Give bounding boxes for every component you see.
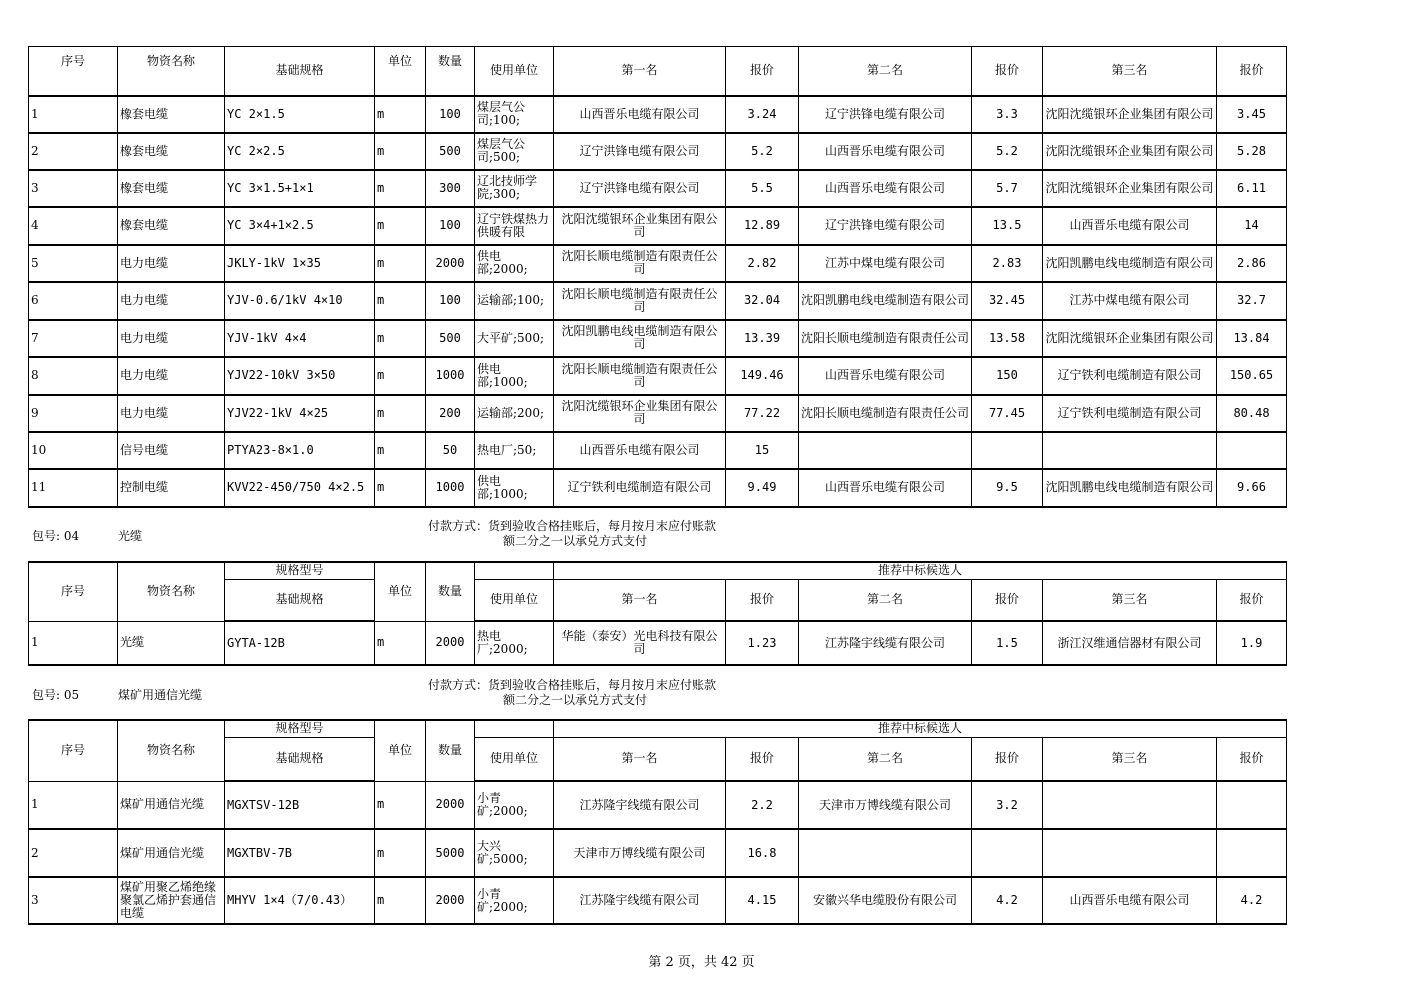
bid-table-05 — [28, 719, 1287, 925]
table-row — [29, 357, 1287, 395]
spec-cell: MGXTSV-12B — [225, 781, 375, 829]
name-cell: 煤矿用聚乙烯绝缘聚氯乙烯护套通信电缆 — [118, 877, 225, 924]
table-row — [29, 245, 1287, 282]
header-user: 使用单位 — [475, 579, 554, 621]
name-cell: 电力电缆 — [118, 320, 225, 357]
user-cell: 供电部;2000; — [475, 245, 554, 282]
header-first: 第一名 — [554, 47, 726, 96]
third-place-cell: 辽宁铁利电缆制造有限公司 — [1043, 395, 1217, 432]
header-user: 使用单位 — [475, 47, 554, 96]
header-seq: 序号 — [29, 720, 118, 781]
price2-cell: 32.45 — [972, 282, 1043, 320]
unit-cell: m — [375, 469, 426, 507]
table-row — [29, 829, 1287, 877]
spec-cell: YJV-1kV 4×4 — [225, 320, 375, 357]
price2-cell: 5.2 — [972, 133, 1043, 170]
table-row — [29, 207, 1287, 245]
second-place-cell: 天津市万博线缆有限公司 — [799, 781, 972, 829]
seq-cell: 1 — [29, 781, 118, 829]
qty-cell: 2000 — [426, 877, 475, 924]
qty-cell: 1000 — [426, 469, 475, 507]
qty-cell: 500 — [426, 320, 475, 357]
header-blank — [475, 562, 554, 579]
header-name: 物资名称 — [118, 562, 225, 621]
spec-cell: YC 3×4+1×2.5 — [225, 207, 375, 245]
package-label-05: 包号: 05 — [32, 688, 80, 702]
qty-cell: 2000 — [426, 781, 475, 829]
unit-cell: m — [375, 877, 426, 924]
unit-cell: m — [375, 432, 426, 469]
price2-cell: 13.5 — [972, 207, 1043, 245]
second-place-cell: 辽宁洪锋电缆有限公司 — [799, 96, 972, 133]
price3-cell: 3.45 — [1217, 96, 1287, 133]
header-third: 第三名 — [1043, 47, 1217, 96]
unit-cell: m — [375, 282, 426, 320]
table-row — [29, 282, 1287, 320]
unit-cell: m — [375, 829, 426, 877]
price1-cell: 149.46 — [726, 357, 799, 395]
header-price1: 报价 — [726, 47, 799, 96]
seq-cell: 4 — [29, 207, 118, 245]
header-price3: 报价 — [1217, 579, 1287, 621]
price3-cell: 32.7 — [1217, 282, 1287, 320]
third-place-cell — [1043, 781, 1217, 829]
user-cell: 大平矿;500; — [475, 320, 554, 357]
header-price3: 报价 — [1217, 47, 1287, 96]
price2-cell: 13.58 — [972, 320, 1043, 357]
name-cell: 橡套电缆 — [118, 133, 225, 170]
table-body — [29, 781, 1287, 924]
third-place-cell: 山西晋乐电缆有限公司 — [1043, 877, 1217, 924]
user-cell: 辽北技师学院;300; — [475, 170, 554, 207]
second-place-cell: 江苏中煤电缆有限公司 — [799, 245, 972, 282]
header-spec: 基础规格 — [225, 47, 375, 96]
first-place-cell: 江苏隆宇线缆有限公司 — [554, 877, 726, 924]
price1-cell: 1.23 — [726, 621, 799, 665]
first-place-cell: 天津市万博线缆有限公司 — [554, 829, 726, 877]
seq-cell: 2 — [29, 829, 118, 877]
price1-cell: 77.22 — [726, 395, 799, 432]
payment-line1: 付款方式：货到验收合格挂账后，每月按月末应付账款 — [428, 678, 717, 692]
header-user: 使用单位 — [475, 737, 554, 781]
price3-cell — [1217, 781, 1287, 829]
name-cell: 电力电缆 — [118, 357, 225, 395]
payment-line2: 额二分之一以承兑方式支付 — [503, 534, 648, 548]
header-price2: 报价 — [972, 737, 1043, 781]
header-unit: 单位 — [375, 720, 426, 781]
third-place-cell: 沈阳凯鹏电线电缆制造有限公司 — [1043, 245, 1217, 282]
spec-cell: YC 2×2.5 — [225, 133, 375, 170]
price2-cell: 5.7 — [972, 170, 1043, 207]
table-row — [29, 781, 1287, 829]
seq-cell: 10 — [29, 432, 118, 469]
first-place-cell: 辽宁洪锋电缆有限公司 — [554, 170, 726, 207]
price3-cell: 2.86 — [1217, 245, 1287, 282]
third-place-cell — [1043, 432, 1217, 469]
second-place-cell: 沈阳长顺电缆制造有限责任公司 — [799, 320, 972, 357]
unit-cell: m — [375, 96, 426, 133]
payment-terms-04 — [428, 519, 716, 549]
third-place-cell: 沈阳沈缆银环企业集团有限公司 — [1043, 320, 1217, 357]
price2-cell: 150 — [972, 357, 1043, 395]
payment-terms-05 — [428, 678, 716, 708]
header-price2: 报价 — [972, 47, 1043, 96]
table-row — [29, 133, 1287, 170]
unit-cell: m — [375, 621, 426, 665]
name-cell: 信号电缆 — [118, 432, 225, 469]
table-row — [29, 877, 1287, 924]
package-name-05: 煤矿用通信光缆 — [118, 688, 203, 702]
spec-cell: MHYV 1×4（7/0.43） — [225, 877, 375, 924]
seq-cell: 2 — [29, 133, 118, 170]
third-place-cell: 沈阳沈缆银环企业集团有限公司 — [1043, 170, 1217, 207]
second-place-cell: 辽宁洪锋电缆有限公司 — [799, 207, 972, 245]
unit-cell: m — [375, 133, 426, 170]
header-seq: 序号 — [29, 47, 118, 96]
header-spec: 基础规格 — [225, 737, 375, 781]
name-cell: 橡套电缆 — [118, 207, 225, 245]
price3-cell: 1.9 — [1217, 621, 1287, 665]
header-name: 物资名称 — [118, 47, 225, 96]
price1-cell: 2.82 — [726, 245, 799, 282]
header-spec-group: 规格型号 — [225, 720, 375, 737]
first-place-cell: 山西晋乐电缆有限公司 — [554, 96, 726, 133]
table-row — [29, 320, 1287, 357]
unit-cell: m — [375, 170, 426, 207]
third-place-cell — [1043, 829, 1217, 877]
package-label-04: 包号: 04 — [32, 529, 80, 543]
table-row — [29, 621, 1287, 665]
header-qty: 数量 — [426, 720, 475, 781]
qty-cell: 2000 — [426, 245, 475, 282]
seq-cell: 6 — [29, 282, 118, 320]
third-place-cell: 江苏中煤电缆有限公司 — [1043, 282, 1217, 320]
table-header-row — [29, 47, 1287, 96]
price3-cell: 6.11 — [1217, 170, 1287, 207]
price2-cell: 3.3 — [972, 96, 1043, 133]
unit-cell: m — [375, 781, 426, 829]
first-place-cell: 沈阳沈缆银环企业集团有限公司 — [554, 395, 726, 432]
second-place-cell — [799, 432, 972, 469]
third-place-cell: 沈阳沈缆银环企业集团有限公司 — [1043, 133, 1217, 170]
unit-cell: m — [375, 357, 426, 395]
header-price1: 报价 — [726, 737, 799, 781]
unit-cell: m — [375, 395, 426, 432]
seq-cell: 1 — [29, 96, 118, 133]
price1-cell: 12.89 — [726, 207, 799, 245]
price3-cell: 9.66 — [1217, 469, 1287, 507]
first-place-cell: 沈阳长顺电缆制造有限责任公司 — [554, 245, 726, 282]
header-second: 第二名 — [799, 737, 972, 781]
price3-cell: 14 — [1217, 207, 1287, 245]
name-cell: 煤矿用通信光缆 — [118, 781, 225, 829]
qty-cell: 500 — [426, 133, 475, 170]
seq-cell: 11 — [29, 469, 118, 507]
header-first: 第一名 — [554, 737, 726, 781]
price2-cell — [972, 829, 1043, 877]
third-place-cell: 沈阳凯鹏电线电缆制造有限公司 — [1043, 469, 1217, 507]
payment-line2: 额二分之一以承兑方式支付 — [503, 693, 648, 707]
spec-cell: YC 3×1.5+1×1 — [225, 170, 375, 207]
table-row — [29, 395, 1287, 432]
user-cell: 煤层气公司;500; — [475, 133, 554, 170]
price3-cell: 80.48 — [1217, 395, 1287, 432]
third-place-cell: 浙江汉维通信器材有限公司 — [1043, 621, 1217, 665]
qty-cell: 5000 — [426, 829, 475, 877]
spec-cell: PTYA23-8×1.0 — [225, 432, 375, 469]
header-qty: 数量 — [426, 47, 475, 96]
user-cell: 供电部;1000; — [475, 469, 554, 507]
spec-cell: YJV22-10kV 3×50 — [225, 357, 375, 395]
first-place-cell: 沈阳长顺电缆制造有限责任公司 — [554, 357, 726, 395]
header-second: 第二名 — [799, 579, 972, 621]
second-place-cell: 沈阳长顺电缆制造有限责任公司 — [799, 395, 972, 432]
header-third: 第三名 — [1043, 737, 1217, 781]
header-name: 物资名称 — [118, 720, 225, 781]
user-cell: 煤层气公司;100; — [475, 96, 554, 133]
header-unit: 单位 — [375, 47, 426, 96]
spec-cell: YC 2×1.5 — [225, 96, 375, 133]
second-place-cell: 江苏隆宇线缆有限公司 — [799, 621, 972, 665]
table-row — [29, 96, 1287, 133]
qty-cell: 1000 — [426, 357, 475, 395]
second-place-cell: 安徽兴华电缆股份有限公司 — [799, 877, 972, 924]
package-name-04: 光缆 — [118, 529, 143, 543]
price3-cell: 150.65 — [1217, 357, 1287, 395]
price1-cell: 3.24 — [726, 96, 799, 133]
qty-cell: 100 — [426, 96, 475, 133]
header-unit: 单位 — [375, 562, 426, 621]
header-blank — [475, 720, 554, 737]
qty-cell: 100 — [426, 282, 475, 320]
first-place-cell: 沈阳长顺电缆制造有限责任公司 — [554, 282, 726, 320]
first-place-cell: 辽宁洪锋电缆有限公司 — [554, 133, 726, 170]
third-place-cell: 沈阳沈缆银环企业集团有限公司 — [1043, 96, 1217, 133]
table-body — [29, 96, 1287, 507]
header-price3: 报价 — [1217, 737, 1287, 781]
second-place-cell: 山西晋乐电缆有限公司 — [799, 469, 972, 507]
name-cell: 橡套电缆 — [118, 96, 225, 133]
table-body — [29, 621, 1287, 665]
second-place-cell: 山西晋乐电缆有限公司 — [799, 357, 972, 395]
name-cell: 电力电缆 — [118, 282, 225, 320]
first-place-cell: 山西晋乐电缆有限公司 — [554, 432, 726, 469]
price1-cell: 15 — [726, 432, 799, 469]
user-cell: 小青矿;2000; — [475, 877, 554, 924]
name-cell: 光缆 — [118, 621, 225, 665]
unit-cell: m — [375, 207, 426, 245]
price1-cell: 5.5 — [726, 170, 799, 207]
name-cell: 煤矿用通信光缆 — [118, 829, 225, 877]
spec-cell: YJV22-1kV 4×25 — [225, 395, 375, 432]
price2-cell: 4.2 — [972, 877, 1043, 924]
header-price1: 报价 — [726, 579, 799, 621]
seq-cell: 5 — [29, 245, 118, 282]
table-row — [29, 469, 1287, 507]
user-cell: 热电厂;2000; — [475, 621, 554, 665]
table-header-row-top — [29, 562, 1287, 579]
header-recommend: 推荐中标候选人 — [554, 720, 1287, 737]
bid-table-main — [28, 46, 1287, 508]
first-place-cell: 华能（泰安）光电科技有限公司 — [554, 621, 726, 665]
spec-cell: GYTA-12B — [225, 621, 375, 665]
price1-cell: 4.15 — [726, 877, 799, 924]
header-spec: 基础规格 — [225, 579, 375, 621]
price2-cell: 9.5 — [972, 469, 1043, 507]
header-second: 第二名 — [799, 47, 972, 96]
user-cell: 大兴矿;5000; — [475, 829, 554, 877]
first-place-cell: 江苏隆宇线缆有限公司 — [554, 781, 726, 829]
spec-cell: KVV22-450/750 4×2.5 — [225, 469, 375, 507]
second-place-cell: 山西晋乐电缆有限公司 — [799, 133, 972, 170]
header-seq: 序号 — [29, 562, 118, 621]
user-cell: 运输部;100; — [475, 282, 554, 320]
qty-cell: 100 — [426, 207, 475, 245]
qty-cell: 200 — [426, 395, 475, 432]
name-cell: 控制电缆 — [118, 469, 225, 507]
name-cell: 电力电缆 — [118, 395, 225, 432]
table-row — [29, 170, 1287, 207]
qty-cell: 2000 — [426, 621, 475, 665]
name-cell: 橡套电缆 — [118, 170, 225, 207]
price2-cell: 77.45 — [972, 395, 1043, 432]
first-place-cell: 辽宁铁利电缆制造有限公司 — [554, 469, 726, 507]
price1-cell: 2.2 — [726, 781, 799, 829]
seq-cell: 8 — [29, 357, 118, 395]
price3-cell: 4.2 — [1217, 877, 1287, 924]
bid-table-04 — [28, 561, 1287, 666]
first-place-cell: 沈阳沈缆银环企业集团有限公司 — [554, 207, 726, 245]
user-cell: 小青矿;2000; — [475, 781, 554, 829]
seq-cell: 1 — [29, 621, 118, 665]
price2-cell: 3.2 — [972, 781, 1043, 829]
spec-cell: MGXTBV-7B — [225, 829, 375, 877]
second-place-cell — [799, 829, 972, 877]
price1-cell: 13.39 — [726, 320, 799, 357]
first-place-cell: 沈阳凯鹏电线电缆制造有限公司 — [554, 320, 726, 357]
unit-cell: m — [375, 245, 426, 282]
header-spec-group: 规格型号 — [225, 562, 375, 579]
header-price2: 报价 — [972, 579, 1043, 621]
table-row — [29, 432, 1287, 469]
table-header-row-top — [29, 720, 1287, 737]
seq-cell: 9 — [29, 395, 118, 432]
price3-cell: 5.28 — [1217, 133, 1287, 170]
seq-cell: 3 — [29, 170, 118, 207]
price1-cell: 32.04 — [726, 282, 799, 320]
seq-cell: 7 — [29, 320, 118, 357]
user-cell: 辽宁铁煤热力供暖有限 — [475, 207, 554, 245]
qty-cell: 50 — [426, 432, 475, 469]
user-cell: 供电部;1000; — [475, 357, 554, 395]
second-place-cell: 山西晋乐电缆有限公司 — [799, 170, 972, 207]
header-qty: 数量 — [426, 562, 475, 621]
user-cell: 运输部;200; — [475, 395, 554, 432]
spec-cell: JKLY-1kV 1×35 — [225, 245, 375, 282]
price3-cell — [1217, 829, 1287, 877]
price3-cell — [1217, 432, 1287, 469]
header-first: 第一名 — [554, 579, 726, 621]
price2-cell: 1.5 — [972, 621, 1043, 665]
price1-cell: 5.2 — [726, 133, 799, 170]
spec-cell: YJV-0.6/1kV 4×10 — [225, 282, 375, 320]
third-place-cell: 山西晋乐电缆有限公司 — [1043, 207, 1217, 245]
price2-cell — [972, 432, 1043, 469]
second-place-cell: 沈阳凯鹏电线电缆制造有限公司 — [799, 282, 972, 320]
header-third: 第三名 — [1043, 579, 1217, 621]
price1-cell: 16.8 — [726, 829, 799, 877]
seq-cell: 3 — [29, 877, 118, 924]
third-place-cell: 辽宁铁利电缆制造有限公司 — [1043, 357, 1217, 395]
price1-cell: 9.49 — [726, 469, 799, 507]
price3-cell: 13.84 — [1217, 320, 1287, 357]
name-cell: 电力电缆 — [118, 245, 225, 282]
qty-cell: 300 — [426, 170, 475, 207]
unit-cell: m — [375, 320, 426, 357]
payment-line1: 付款方式：货到验收合格挂账后，每月按月末应付账款 — [428, 519, 717, 533]
header-recommend: 推荐中标候选人 — [554, 562, 1287, 579]
page-number: 第 2 页，共 42 页 — [648, 955, 755, 970]
price2-cell: 2.83 — [972, 245, 1043, 282]
user-cell: 热电厂;50; — [475, 432, 554, 469]
